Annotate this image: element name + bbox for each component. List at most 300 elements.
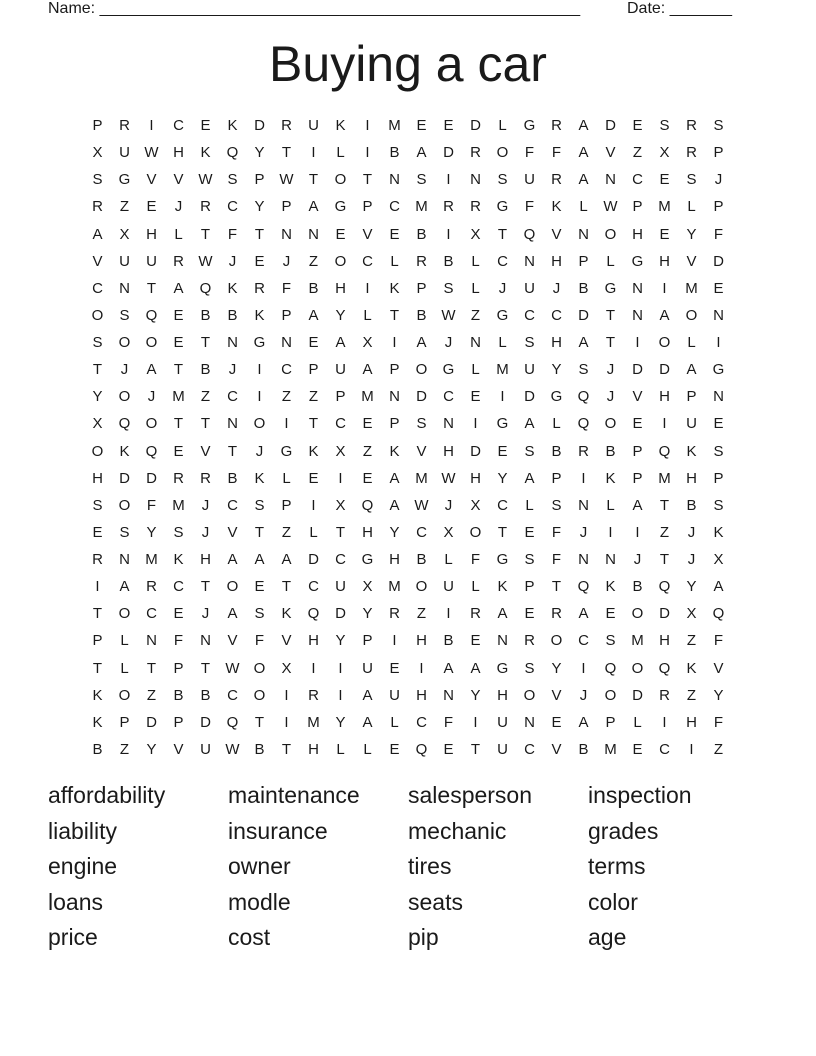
grid-letter: Q: [226, 713, 239, 731]
grid-letter: V: [173, 171, 184, 189]
word-list-item: owner: [228, 853, 291, 879]
grid-letter: G: [550, 388, 563, 406]
grid-letter: O: [415, 578, 428, 596]
grid-letter: A: [335, 334, 346, 351]
grid-letter: Z: [686, 632, 697, 650]
grid-letter: N: [713, 306, 724, 324]
grid-letter: G: [361, 551, 374, 568]
grid-letter: S: [92, 334, 103, 351]
grid-letter: E: [605, 605, 616, 623]
grid-letter: O: [253, 659, 266, 677]
grid-letter: I: [662, 279, 667, 297]
grid-row: [84, 356, 732, 383]
grid-letter: H: [686, 469, 697, 487]
grid-letter: E: [713, 415, 724, 433]
grid-letter: P: [632, 198, 643, 216]
word-list-item: affordability: [48, 782, 166, 808]
grid-letter: V: [686, 252, 697, 270]
grid-letter: C: [227, 686, 238, 704]
grid-letter: H: [470, 469, 481, 487]
grid-letter: H: [443, 442, 454, 460]
grid-letter: I: [365, 144, 370, 162]
grid-letter: V: [416, 442, 427, 460]
grid-letter: O: [496, 144, 509, 162]
grid-letter: C: [497, 496, 508, 514]
grid-letter: X: [362, 334, 373, 351]
grid-letter: O: [334, 171, 347, 189]
grid-letter: Y: [686, 225, 697, 243]
grid-letter: B: [443, 252, 454, 270]
grid-letter: F: [551, 551, 562, 568]
grid-letter: F: [524, 198, 535, 216]
grid-letter: E: [443, 740, 454, 758]
grid-letter: M: [307, 713, 320, 731]
grid-letter: H: [497, 686, 508, 704]
grid-letter: E: [308, 334, 319, 351]
grid-letter: E: [173, 334, 184, 351]
grid-letter: F: [281, 279, 292, 297]
grid-letter: T: [173, 415, 184, 433]
grid-letter: O: [604, 415, 617, 433]
grid-letter: S: [416, 415, 427, 433]
grid-letter: D: [659, 361, 670, 379]
grid-letter: L: [336, 144, 345, 162]
grid-letter: A: [227, 551, 238, 568]
grid-letter: I: [662, 415, 667, 433]
grid-letter: L: [498, 117, 507, 134]
grid-letter: C: [416, 713, 427, 731]
grid-letter: T: [200, 578, 211, 596]
grid-letter: I: [581, 469, 586, 487]
grid-letter: A: [497, 605, 508, 623]
grid-letter: M: [388, 117, 401, 134]
grid-letter: T: [146, 659, 157, 677]
grid-letter: D: [632, 361, 643, 379]
grid-letter: S: [443, 279, 454, 297]
grid-letter: R: [659, 686, 670, 704]
grid-row: [84, 600, 732, 627]
grid-letter: I: [446, 171, 451, 189]
grid-letter: I: [581, 659, 586, 677]
grid-letter: H: [659, 252, 670, 270]
grid-letter: A: [632, 496, 643, 514]
grid-letter: I: [365, 279, 370, 297]
grid-letter: N: [119, 551, 130, 568]
grid-letter: O: [118, 496, 131, 514]
grid-letter: L: [471, 252, 480, 270]
grid-letter: K: [308, 442, 319, 460]
grid-letter: J: [552, 279, 561, 297]
grid-letter: E: [254, 252, 265, 270]
grid-letter: G: [604, 279, 617, 297]
grid-letter: N: [389, 171, 400, 189]
grid-letter: F: [254, 632, 265, 650]
grid-letter: E: [200, 117, 211, 134]
grid-letter: P: [362, 632, 373, 650]
word-list-item: price: [48, 924, 98, 950]
grid-letter: M: [172, 496, 185, 514]
grid-letter: L: [687, 198, 696, 216]
grid-letter: B: [416, 225, 427, 243]
grid-letter: O: [604, 225, 617, 243]
grid-letter: Y: [146, 740, 157, 758]
grid-letter: T: [92, 361, 103, 379]
grid-letter: E: [713, 279, 724, 297]
grid-row: [84, 139, 732, 166]
grid-letter: O: [523, 686, 536, 704]
grid-letter: T: [389, 306, 400, 324]
grid-letter: B: [227, 306, 238, 324]
grid-letter: Y: [335, 306, 346, 324]
grid-letter: N: [605, 171, 616, 189]
grid-letter: R: [92, 198, 103, 216]
grid-row: [84, 573, 732, 600]
grid-letter: W: [441, 469, 456, 487]
grid-letter: E: [416, 117, 427, 134]
grid-letter: A: [254, 551, 265, 568]
grid-letter: K: [92, 686, 103, 704]
grid-row: [84, 248, 732, 275]
grid-letter: T: [227, 442, 238, 460]
grid-letter: D: [524, 388, 535, 406]
grid-letter: U: [200, 740, 211, 758]
grid-letter: W: [603, 198, 618, 216]
grid-letter: M: [172, 388, 185, 406]
word-list-item: grades: [588, 817, 659, 844]
grid-letter: L: [363, 740, 372, 758]
grid-letter: K: [497, 578, 508, 596]
grid-letter: E: [551, 713, 562, 731]
grid-letter: P: [335, 388, 346, 406]
grid-letter: B: [200, 361, 211, 379]
grid-letter: Q: [523, 225, 536, 243]
word-list-item: liability: [48, 817, 118, 844]
grid-letter: R: [92, 551, 103, 568]
grid-letter: A: [308, 198, 319, 216]
grid-letter: H: [686, 713, 697, 731]
grid-letter: A: [443, 659, 454, 677]
grid-letter: T: [200, 415, 211, 433]
grid-letter: U: [686, 415, 697, 433]
grid-letter: R: [470, 198, 481, 216]
grid-letter: Z: [200, 388, 211, 406]
grid-letter: N: [713, 388, 724, 406]
grid-letter: B: [605, 442, 616, 460]
grid-letter: I: [419, 659, 424, 677]
grid-letter: K: [254, 469, 265, 487]
grid-letter: U: [119, 144, 130, 162]
word-list: [48, 778, 788, 956]
grid-letter: U: [524, 361, 535, 379]
grid-letter: W: [198, 171, 213, 189]
grid-letter: E: [389, 740, 400, 758]
grid-letter: M: [415, 198, 428, 216]
grid-letter: P: [254, 171, 265, 189]
grid-letter: H: [551, 252, 562, 270]
grid-letter: G: [496, 659, 509, 677]
grid-letter: D: [308, 551, 319, 568]
grid-letter: S: [605, 632, 616, 650]
grid-row: [84, 546, 732, 573]
letter-grid: [84, 112, 732, 763]
grid-letter: A: [524, 415, 535, 433]
grid-letter: T: [146, 279, 157, 297]
grid-letter: Y: [254, 144, 265, 162]
grid-letter: B: [200, 686, 211, 704]
grid-letter: O: [118, 686, 131, 704]
grid-letter: Z: [281, 388, 292, 406]
grid-letter: O: [658, 334, 671, 351]
grid-letter: H: [659, 388, 670, 406]
grid-letter: P: [173, 659, 184, 677]
grid-letter: V: [551, 740, 562, 758]
grid-letter: P: [686, 388, 697, 406]
grid-letter: O: [118, 334, 131, 351]
grid-letter: Q: [658, 578, 671, 596]
grid-letter: W: [225, 740, 240, 758]
grid-letter: S: [551, 496, 562, 514]
grid-letter: A: [173, 279, 184, 297]
grid-letter: Y: [335, 713, 346, 731]
grid-letter: A: [227, 605, 238, 623]
word-list-item: loans: [48, 888, 103, 915]
grid-letter: E: [146, 198, 157, 216]
grid-letter: T: [200, 334, 211, 351]
grid-letter: Z: [659, 523, 670, 541]
grid-letter: V: [551, 686, 562, 704]
grid-letter: Q: [577, 415, 590, 433]
grid-letter: A: [92, 225, 103, 243]
grid-letter: C: [659, 740, 670, 758]
grid-letter: H: [362, 523, 373, 541]
grid-letter: O: [604, 686, 617, 704]
grid-letter: V: [713, 659, 724, 677]
grid-letter: Z: [119, 740, 130, 758]
grid-letter: C: [443, 388, 454, 406]
grid-letter: B: [632, 578, 643, 596]
grid-letter: Y: [551, 361, 562, 379]
grid-letter: P: [524, 578, 535, 596]
grid-letter: P: [362, 198, 373, 216]
grid-letter: Y: [92, 388, 103, 406]
grid-letter: S: [254, 496, 265, 514]
grid-row: [84, 682, 732, 709]
grid-letter: Z: [308, 252, 319, 270]
grid-letter: E: [389, 659, 400, 677]
grid-letter: P: [281, 306, 292, 324]
grid-letter: E: [497, 442, 508, 460]
grid-letter: P: [92, 117, 103, 134]
grid-letter: I: [608, 523, 613, 541]
grid-row: [84, 112, 732, 139]
grid-letter: L: [498, 334, 507, 351]
grid-letter: U: [524, 279, 535, 297]
grid-letter: E: [173, 605, 184, 623]
grid-letter: N: [227, 415, 238, 433]
grid-letter: Y: [686, 578, 697, 596]
grid-letter: V: [200, 442, 211, 460]
grid-letter: T: [200, 659, 211, 677]
grid-letter: R: [470, 605, 481, 623]
grid-letter: H: [308, 740, 319, 758]
grid-letter: Q: [604, 659, 617, 677]
grid-letter: J: [444, 334, 453, 351]
grid-letter: C: [92, 279, 103, 297]
grid-letter: C: [497, 252, 508, 270]
grid-letter: S: [524, 334, 535, 351]
grid-letter: L: [606, 252, 615, 270]
grid-letter: O: [253, 686, 266, 704]
grid-letter: S: [713, 442, 724, 460]
grid-letter: A: [470, 659, 481, 677]
grid-letter: L: [633, 713, 642, 731]
grid-letter: O: [469, 523, 482, 541]
grid-letter: T: [254, 713, 265, 731]
grid-letter: P: [632, 442, 643, 460]
grid-letter: U: [362, 659, 373, 677]
grid-letter: U: [497, 740, 508, 758]
grid-letter: X: [92, 144, 103, 162]
grid-letter: Z: [281, 523, 292, 541]
grid-letter: L: [120, 632, 129, 650]
grid-letter: A: [146, 361, 157, 379]
grid-letter: R: [308, 686, 319, 704]
grid-letter: U: [497, 713, 508, 731]
grid-letter: K: [605, 578, 616, 596]
grid-letter: A: [416, 144, 427, 162]
grid-letter: K: [335, 117, 346, 134]
grid-letter: N: [605, 551, 616, 568]
grid-letter: E: [659, 171, 670, 189]
grid-letter: F: [443, 713, 454, 731]
grid-letter: B: [578, 279, 589, 297]
grid-letter: I: [311, 144, 316, 162]
grid-letter: O: [226, 578, 239, 596]
grid-letter: T: [254, 225, 265, 243]
date-field[interactable]: Date: _______: [627, 0, 732, 17]
grid-letter: V: [281, 632, 292, 650]
grid-letter: X: [119, 225, 130, 243]
grid-letter: A: [578, 605, 589, 623]
grid-letter: P: [389, 415, 400, 433]
grid-letter: T: [173, 361, 184, 379]
grid-letter: Z: [119, 198, 130, 216]
grid-letter: P: [713, 469, 724, 487]
grid-letter: C: [227, 198, 238, 216]
grid-letter: L: [579, 198, 588, 216]
grid-letter: J: [714, 171, 723, 189]
grid-letter: S: [524, 659, 535, 677]
grid-letter: D: [632, 686, 643, 704]
grid-letter: K: [254, 306, 265, 324]
grid-letter: J: [606, 388, 615, 406]
word-list-item: mechanic: [408, 817, 507, 844]
grid-letter: X: [659, 144, 670, 162]
name-field[interactable]: Name: ______________________________________________________: [48, 0, 581, 17]
grid-letter: J: [201, 605, 210, 623]
grid-letter: E: [659, 225, 670, 243]
grid-letter: K: [281, 605, 292, 623]
grid-letter: L: [363, 306, 372, 324]
grid-letter: G: [496, 415, 509, 433]
grid-letter: P: [713, 198, 724, 216]
grid-letter: B: [227, 469, 238, 487]
grid-letter: X: [362, 578, 373, 596]
grid-letter: L: [471, 578, 480, 596]
grid-letter: Q: [361, 496, 374, 514]
grid-letter: T: [308, 171, 319, 189]
word-list-item: age: [588, 924, 627, 950]
grid-letter: O: [253, 415, 266, 433]
grid-letter: A: [659, 306, 670, 324]
grid-letter: N: [524, 713, 535, 731]
grid-letter: E: [173, 442, 184, 460]
grid-letter: D: [470, 117, 481, 134]
grid-letter: R: [281, 117, 292, 134]
grid-row: [84, 410, 732, 437]
grid-letter: S: [524, 551, 535, 568]
grid-letter: P: [632, 469, 643, 487]
grid-letter: X: [686, 605, 697, 623]
grid-letter: L: [471, 361, 480, 379]
grid-letter: P: [281, 496, 292, 514]
grid-letter: L: [390, 713, 399, 731]
grid-letter: J: [444, 496, 453, 514]
grid-letter: K: [551, 198, 562, 216]
grid-letter: T: [470, 740, 481, 758]
grid-letter: N: [470, 334, 481, 351]
grid-letter: T: [200, 225, 211, 243]
grid-letter: C: [524, 740, 535, 758]
grid-letter: V: [632, 388, 643, 406]
grid-letter: A: [119, 578, 130, 596]
grid-letter: A: [362, 713, 373, 731]
grid-letter: T: [254, 523, 265, 541]
grid-letter: N: [578, 496, 589, 514]
grid-letter: S: [524, 442, 535, 460]
grid-letter: B: [389, 144, 400, 162]
grid-letter: I: [284, 415, 289, 433]
grid-letter: W: [225, 659, 240, 677]
grid-letter: E: [632, 740, 643, 758]
word-list-item: insurance: [228, 817, 328, 844]
grid-letter: O: [631, 659, 644, 677]
grid-letter: E: [470, 632, 481, 650]
word-list-item: seats: [408, 888, 463, 915]
grid-letter: T: [497, 225, 508, 243]
grid-letter: G: [496, 306, 509, 324]
grid-letter: C: [362, 252, 373, 270]
grid-letter: J: [174, 198, 183, 216]
grid-letter: C: [227, 388, 238, 406]
grid-letter: V: [551, 225, 562, 243]
grid-letter: H: [551, 334, 562, 351]
grid-letter: M: [658, 469, 671, 487]
grid-letter: E: [389, 225, 400, 243]
grid-letter: I: [311, 496, 316, 514]
grid-letter: J: [498, 279, 507, 297]
grid-letter: H: [416, 632, 427, 650]
grid-letter: V: [173, 740, 184, 758]
grid-letter: A: [389, 496, 400, 514]
grid-letter: Z: [362, 442, 373, 460]
grid-letter: E: [443, 117, 454, 134]
grid-letter: M: [631, 632, 644, 650]
grid-letter: Q: [307, 605, 320, 623]
grid-letter: R: [119, 117, 130, 134]
grid-letter: Z: [146, 686, 157, 704]
grid-letter: K: [686, 659, 697, 677]
